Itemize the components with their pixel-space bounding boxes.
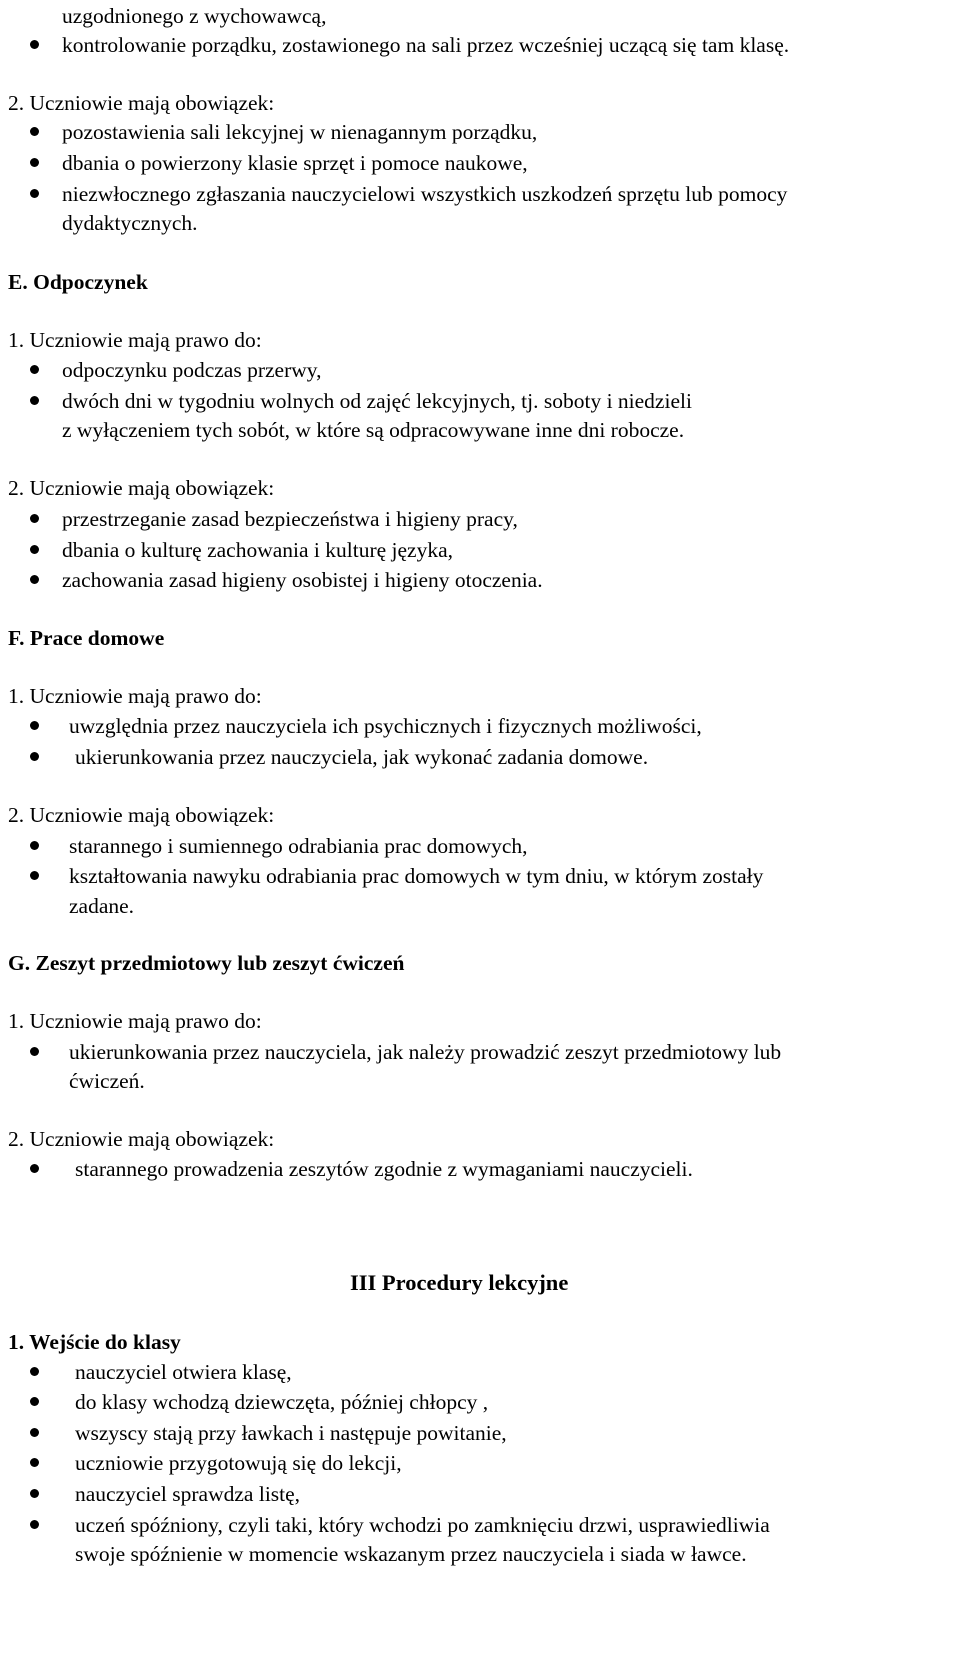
list-item [8,832,948,860]
list-item [8,149,948,177]
bullet-icon [30,396,39,405]
list-item-continuation: swoje spóźnienie w momencie wskazanym przez nauczyciela i siada w ławce. [75,1542,747,1566]
section-heading: G. Zeszyt przedmiotowy lub zeszyt ćwiczeń [8,951,405,975]
bullet-icon [30,752,39,761]
list-item [8,356,948,384]
bullet-icon [30,365,39,374]
numbered-point-header: 2. Uczniowie mają obowiązek: [8,1127,275,1151]
list-item [8,180,948,208]
list-item-text: dwóch dni w tygodniu wolnych od zajęć lekcyjnych, tj. soboty i niedzieli [62,389,692,413]
list-item-text: dbania o powierzony klasie sprzęt i pomoce naukowe, [62,151,528,175]
list-item-text: do klasy wchodzą dziewczęta, później chłopcy , [75,1390,489,1414]
bullet-icon [30,1397,39,1406]
list-item-continuation: uzgodnionego z wychowawcą, [62,4,327,28]
bullet-icon [30,40,39,49]
list-item-text: odpoczynku podczas przerwy, [62,358,322,382]
bullet-icon [30,575,39,584]
list-item [8,118,948,146]
list-item-text: ukierunkowania przez nauczyciela, jak wykonać zadania domowe. [75,745,649,769]
bullet-icon [30,871,39,880]
subsection-heading: 1. Wejście do klasy [8,1330,181,1354]
bullet-icon [30,1047,39,1056]
numbered-point-header: 1. Uczniowie mają prawo do: [8,684,262,708]
list-item-text: ukierunkowania przez nauczyciela, jak należy prowadzić zeszyt przedmiotowy lub [69,1040,782,1064]
list-item-text: nauczyciel sprawdza listę, [75,1482,301,1506]
bullet-icon [30,514,39,523]
list-item-text: uczeń spóźniony, czyli taki, który wchodzi po zamknięciu drzwi, usprawiedliwia [75,1513,770,1537]
section-heading: F. Prace domowe [8,626,165,650]
bullet-icon [30,1367,39,1376]
bullet-icon [30,721,39,730]
bullet-icon [30,158,39,167]
list-item-continuation: dydaktycznych. [62,211,198,235]
list-item [8,743,948,771]
chapter-title: III Procedury lekcyjne [350,1270,569,1295]
list-item [8,31,948,59]
list-item-text: kształtowania nawyku odrabiania prac domowych w tym dniu, w którym zostały [69,864,764,888]
bullet-icon [30,841,39,850]
bullet-icon [30,1164,39,1173]
list-item [8,566,948,594]
list-item [8,1358,948,1386]
numbered-point-header: 1. Uczniowie mają prawo do: [8,328,262,352]
list-item-continuation: z wyłączeniem tych sobót, w które są odpracowywane inne dni robocze. [62,418,685,442]
list-item-text: niezwłocznego zgłaszania nauczycielowi wszystkich uszkodzeń sprzętu lub pomocy [62,182,788,206]
list-item-text: nauczyciel otwiera klasę, [75,1360,292,1384]
numbered-point-header: 2. Uczniowie mają obowiązek: [8,803,275,827]
bullet-icon [30,545,39,554]
bullet-icon [30,1458,39,1467]
bullet-icon [30,1489,39,1498]
list-item [8,1449,948,1477]
list-item [8,1480,948,1508]
bullet-icon [30,189,39,198]
bullet-icon [30,1428,39,1437]
numbered-point-header: 1. Uczniowie mają prawo do: [8,1009,262,1033]
list-item [8,387,948,415]
list-item-text: uwzględnia przez nauczyciela ich psychicznych i fizycznych możliwości, [69,714,702,738]
list-item [8,1038,948,1066]
list-item-text: dbania o kulturę zachowania i kulturę języka, [62,538,454,562]
list-item [8,1388,948,1416]
numbered-point-header: 2. Uczniowie mają obowiązek: [8,476,275,500]
list-item-text: wszyscy stają przy ławkach i następuje powitanie, [75,1421,507,1445]
bullet-icon [30,127,39,136]
list-item [8,1511,948,1539]
list-item [8,505,948,533]
bullet-icon [30,1520,39,1529]
list-item [8,862,948,890]
list-item-text: starannego prowadzenia zeszytów zgodnie z wymaganiami nauczycieli. [75,1157,693,1181]
numbered-point-header: 2. Uczniowie mają obowiązek: [8,91,275,115]
list-item [8,1419,948,1447]
list-item-text: zachowania zasad higieny osobistej i higieny otoczenia. [62,568,543,592]
section-heading: E. Odpoczynek [8,270,148,294]
list-item-text: kontrolowanie porządku, zostawionego na sali przez wcześniej uczącą się tam klasę. [62,33,790,57]
list-item-continuation: zadane. [69,894,135,918]
list-item-text: przestrzeganie zasad bezpieczeństwa i higieny pracy, [62,507,518,531]
list-item-text: starannego i sumiennego odrabiania prac domowych, [69,834,528,858]
list-item [8,1155,948,1183]
list-item-text: uczniowie przygotowują się do lekcji, [75,1451,402,1475]
list-item-text: pozostawienia sali lekcyjnej w nienagannym porządku, [62,120,538,144]
list-item-continuation: ćwiczeń. [69,1069,145,1093]
list-item [8,712,948,740]
list-item [8,536,948,564]
